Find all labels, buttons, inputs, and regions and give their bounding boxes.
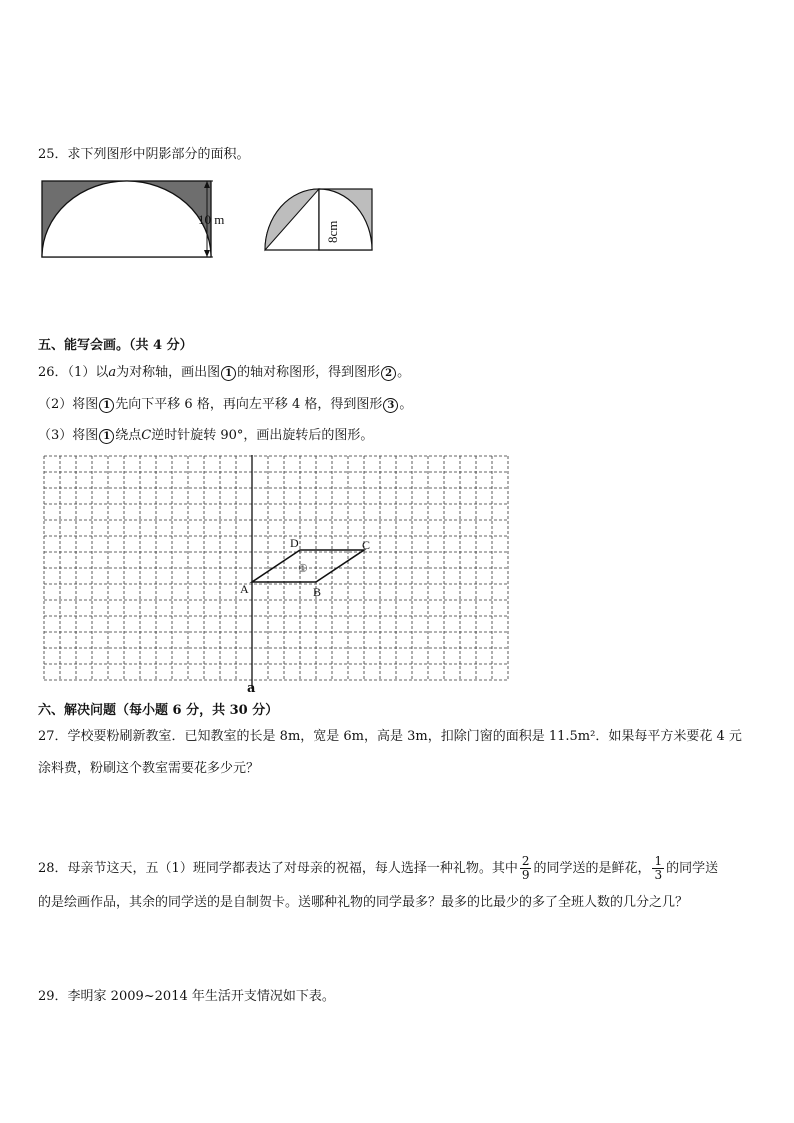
grid-lines [44, 456, 508, 680]
point-A-label: A [240, 582, 249, 596]
q26-line3: （3）将图 1 绕点C逆时针旋转 90°，画出旋转后的图形。 [38, 428, 374, 443]
fraction-1-3: $\frac{1}{3}$ [654, 854, 663, 882]
q27-line2: 涂料费，粉刷这个教室需要花多少元？ [38, 761, 260, 776]
fig2-dimension-label: 8cm [325, 220, 340, 243]
parallelogram-shape-1 [252, 550, 364, 582]
section5-title: 五、能写会画。（共 4 分） [38, 338, 193, 353]
axis-a-label: a [247, 681, 256, 696]
q26-grid-figure [40, 453, 512, 695]
q25-figure-1 [40, 178, 240, 260]
point-D-label: D [290, 536, 299, 550]
fraction-2-9: $\frac{2}{9}$ [521, 854, 530, 882]
point-C-label: C [362, 538, 371, 552]
q29-text: 29．李明家 2009~2014 年生活开支情况如下表。 [38, 989, 335, 1004]
q28-line2: 的是绘画作品，其余的同学送的是自制贺卡。送哪种礼物的同学最多？最多的比最少的多了全班人数的几分之几？ [38, 895, 689, 910]
q26-line2: （2）将图 1 先向下平移 6 格，再向左平移 4 格，得到图形 3 。 [38, 397, 413, 412]
q27-line1: 27．学校要粉刷新教室．已知教室的长是 8m，宽是 6m，高是 3m，扣除门窗的面积是 11.5m²．如果每平方米要花 4 元 [38, 729, 742, 744]
section6-title: 六、解决问题（每小题 6 分，共 30 分） [38, 703, 279, 718]
q26-line1: 26．（1）以a为对称轴，画出图 1 的轴对称图形，得到图形 2 。 [38, 365, 411, 380]
fig1-dimension-label: 10 m [198, 212, 225, 227]
q25-text: 25．求下列图形中阴影部分的面积。 [38, 147, 250, 162]
q28-line1: 28．母亲节这天，五（1）班同学都表达了对母亲的祝福，每人选择一种礼物。其中 $\frac{2}{9}$ 的同学送的是鲜花， $\frac{1}{3}$ 的同学送 [38, 854, 719, 882]
q25-figure-2 [262, 185, 377, 255]
shape-label: ① [298, 563, 308, 575]
point-B-label: B [313, 585, 322, 599]
